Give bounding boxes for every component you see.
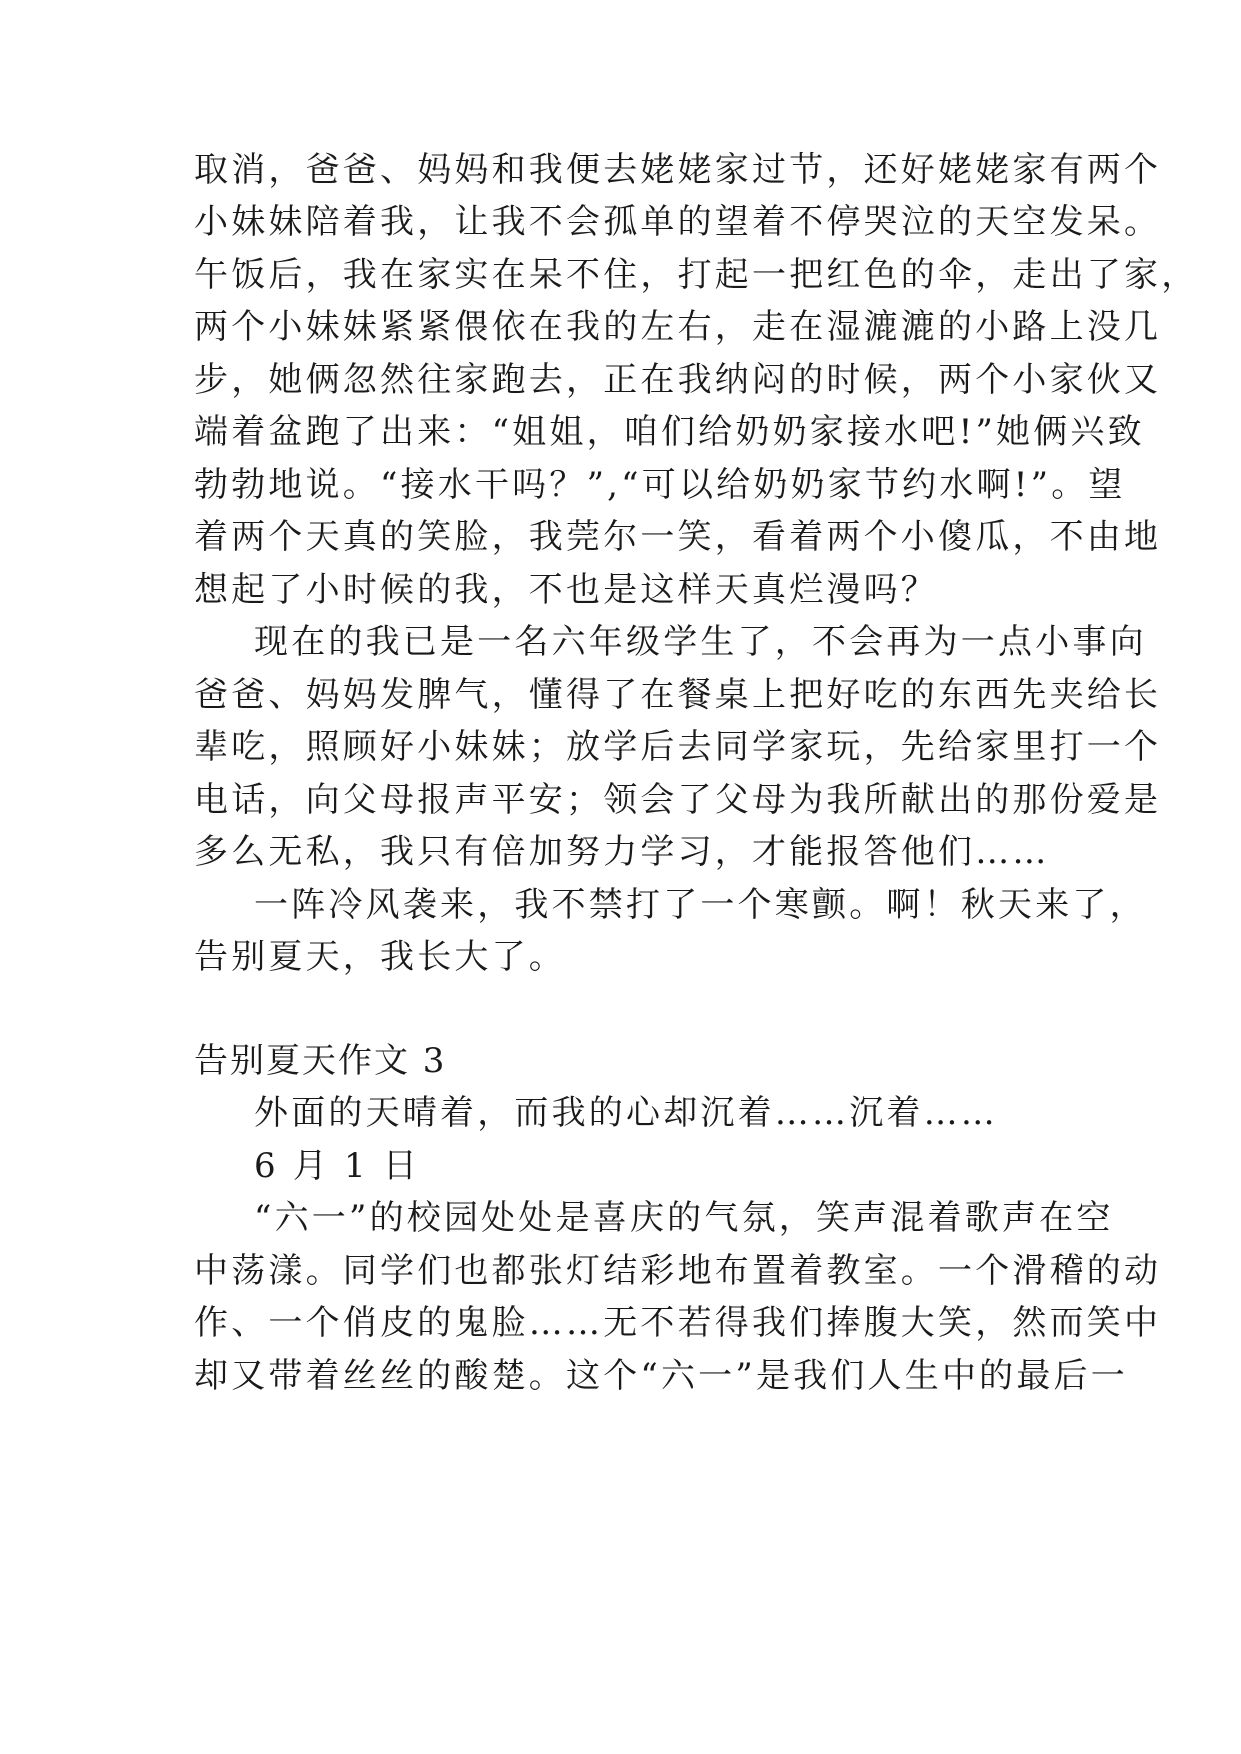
text-line: 勃勃地说。“接水干吗？”,“可以给奶奶家节约水啊!”。望 xyxy=(194,465,1126,505)
text-line: 取消，爸爸、妈妈和我便去姥姥家过节，还好姥姥家有两个 xyxy=(194,150,1162,190)
text-line: 辈吃，照顾好小妹妹；放学后去同学家玩，先给家里打一个 xyxy=(194,727,1162,767)
text-line: 午饭后，我在家实在呆不住，打起一把红色的伞，走出了家， xyxy=(194,255,1199,295)
text-line: 想起了小时候的我，不也是这样天真烂漫吗？ xyxy=(194,570,938,610)
paragraph-start-line: 外面的天晴着，而我的心却沉着……沉着…… xyxy=(254,1093,998,1133)
text-line: 告别夏天，我长大了。 xyxy=(194,937,566,977)
text-line: 着两个天真的笑脸，我莞尔一笑，看着两个小傻瓜，不由地 xyxy=(194,517,1162,557)
text-line: 作、一个俏皮的鬼脸……无不若得我们捧腹大笑，然而笑中 xyxy=(194,1303,1162,1343)
paragraph-start-line: 一阵冷风袭来，我不禁打了一个寒颤。啊！秋天来了， xyxy=(254,885,1147,925)
text-line: 爸爸、妈妈发脾气，懂得了在餐桌上把好吃的东西先夹给长 xyxy=(194,675,1162,715)
text-line: 小妹妹陪着我，让我不会孤单的望着不停哭泣的天空发呆。 xyxy=(194,202,1162,242)
paragraph-start-line: “六一”的校园处处是喜庆的气氛，笑声混着歌声在空 xyxy=(254,1198,1114,1238)
text-line: 两个小妹妹紧紧偎依在我的左右，走在湿漉漉的小路上没几 xyxy=(194,307,1162,347)
text-line: 端着盆跑了出来：“姐姐，咱们给奶奶家接水吧!”她俩兴致 xyxy=(194,412,1145,452)
text-line: 电话，向父母报声平安；领会了父母为我所献出的那份爱是 xyxy=(194,780,1162,820)
text-line: 多么无私，我只有倍加努力学习，才能报答他们…… xyxy=(194,832,1050,872)
text-line: 中荡漾。同学们也都张灯结彩地布置着教室。一个滑稽的动 xyxy=(194,1251,1162,1291)
date-line: 6 月 1 日 xyxy=(254,1146,421,1186)
text-line: 却又带着丝丝的酸楚。这个“六一”是我们人生中的最后一 xyxy=(194,1356,1128,1396)
paragraph-start-line: 现在的我已是一名六年级学生了，不会再为一点小事向 xyxy=(254,622,1147,662)
text-line: 步，她俩忽然往家跑去，正在我纳闷的时候，两个小家伙又 xyxy=(194,360,1162,400)
section-title: 告别夏天作文 3 xyxy=(194,1041,447,1081)
